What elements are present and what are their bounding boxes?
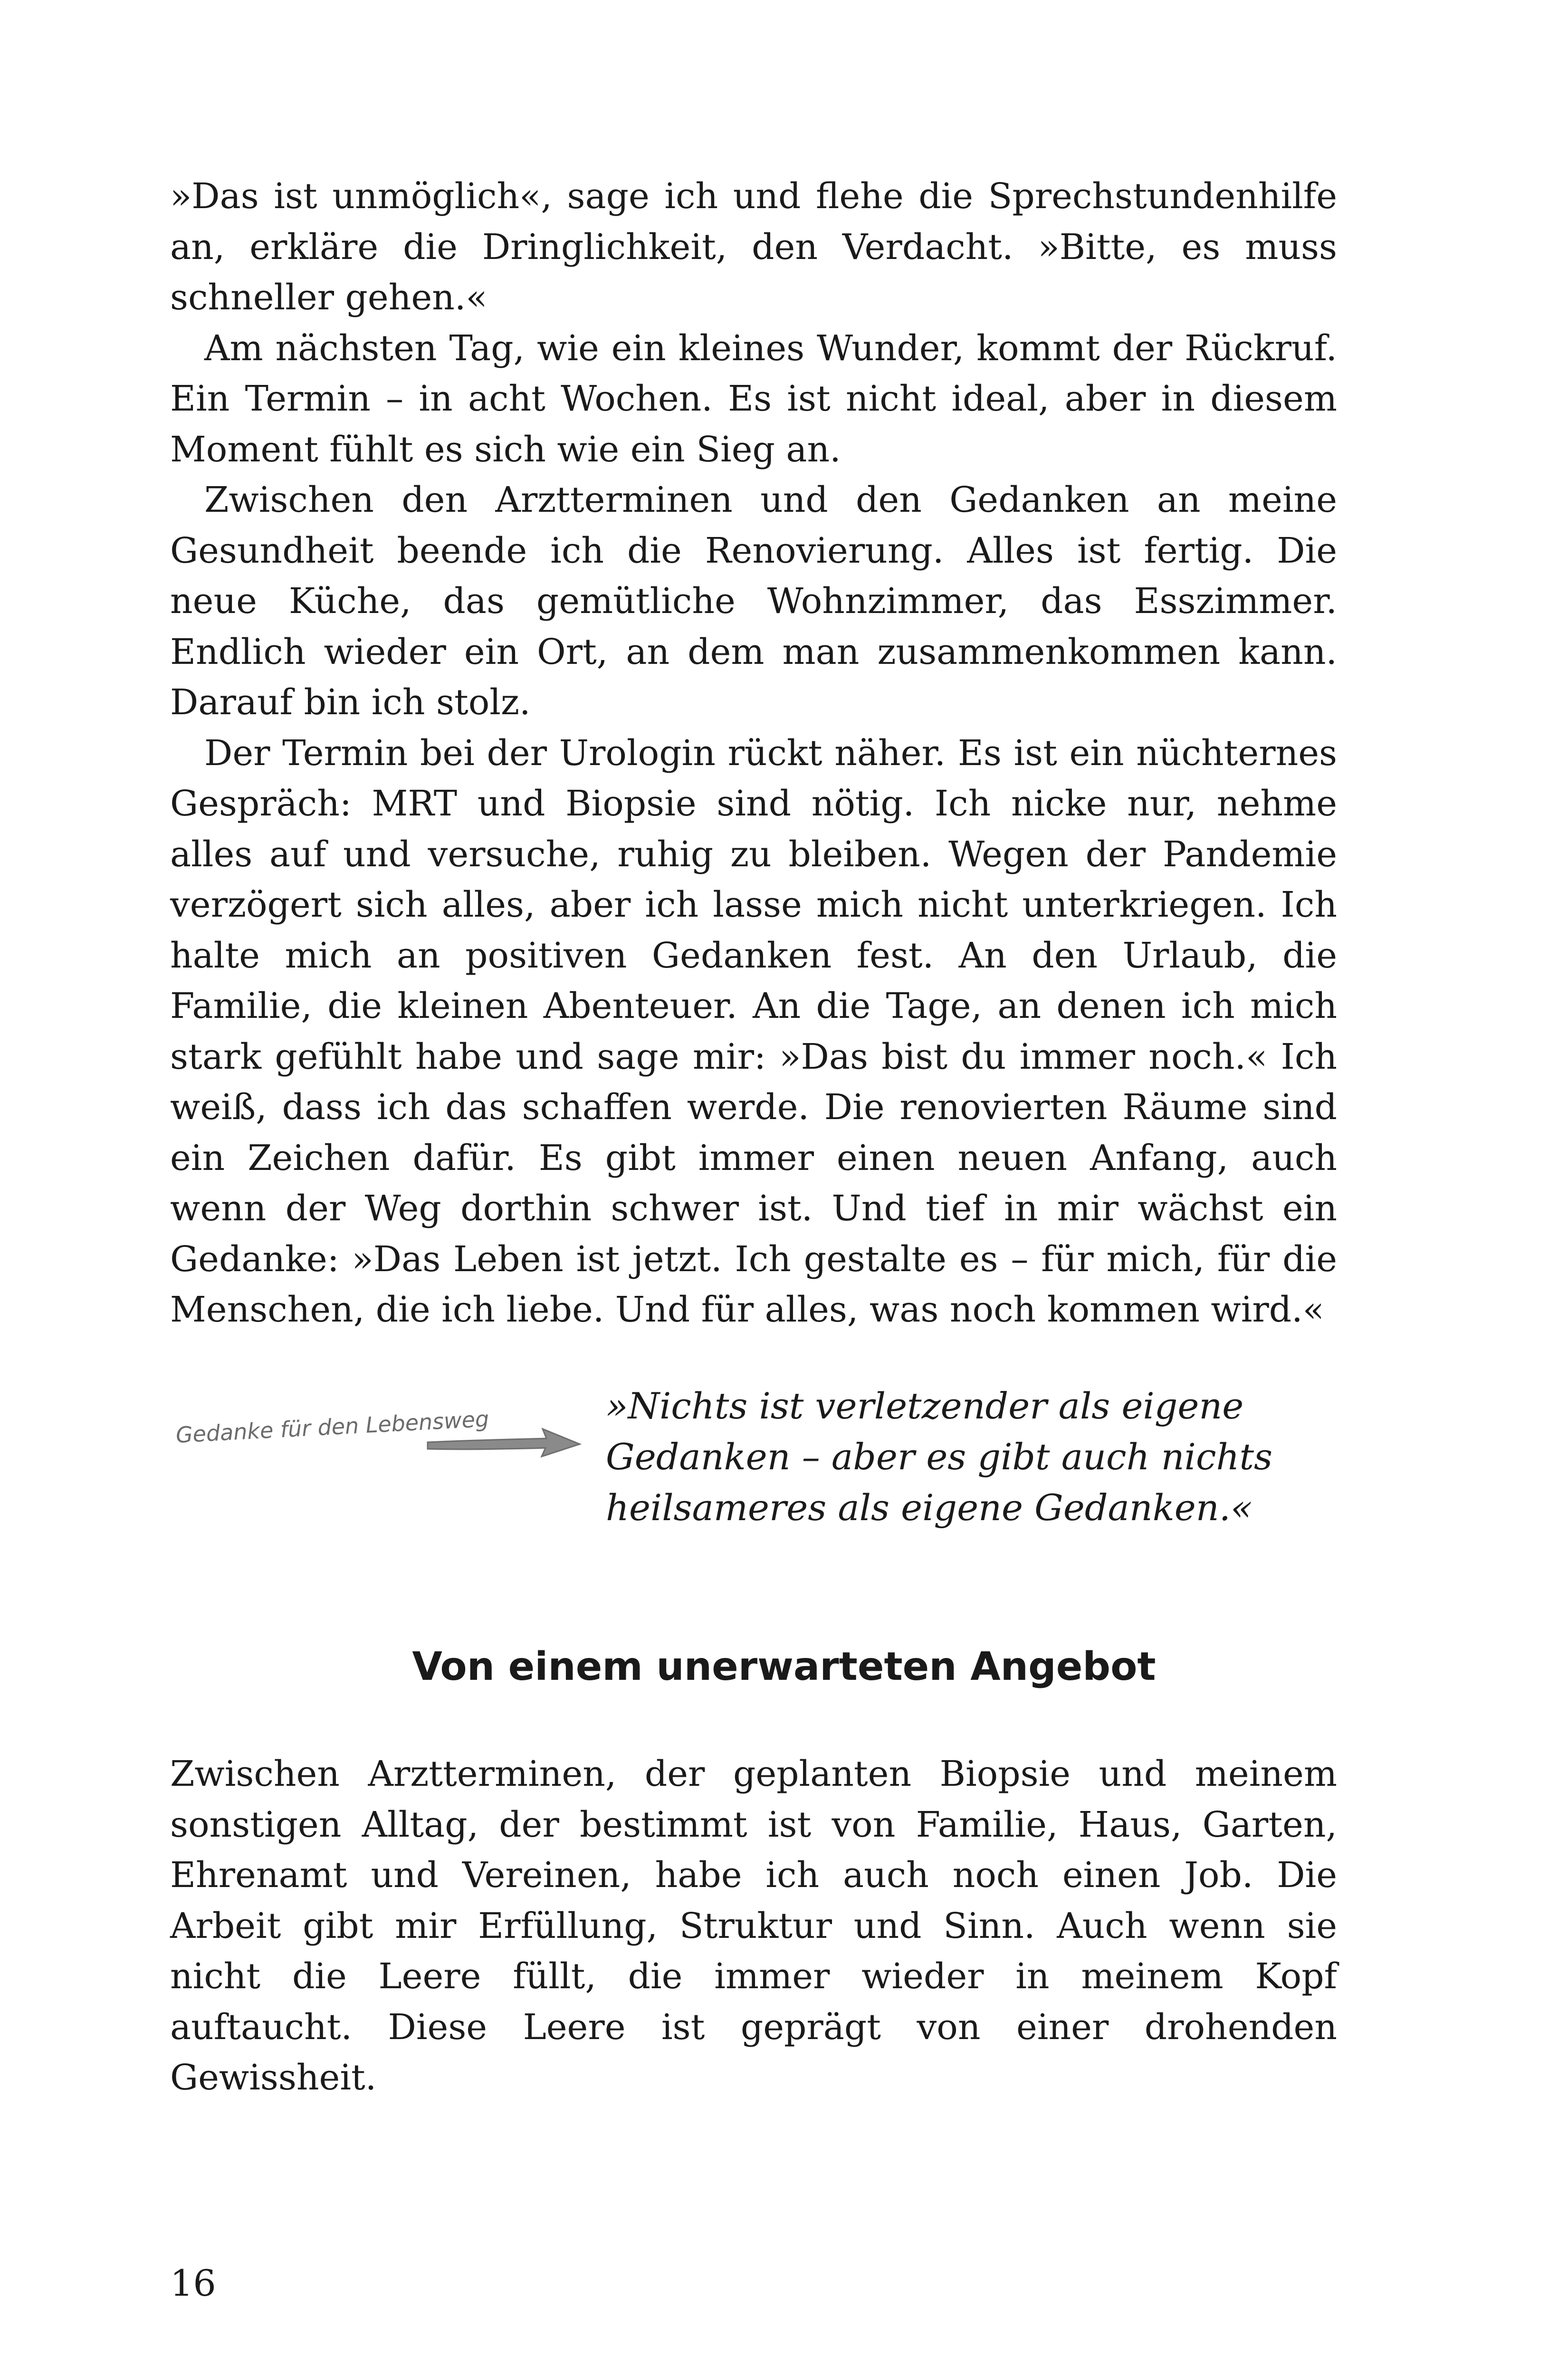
page-number: 16	[170, 2262, 216, 2304]
paragraph: Zwischen Arztterminen, der geplanten Biopsie und meinem sonstigen Alltag, der bestimmt ist von Familie, Haus, Garten, Ehrenamt und Vereinen, habe ich auch noch einen Job. Die Arbeit gibt mir Erfüllung, Struktur und Sinn. Auch wenn sie nicht die Leere füllt, die immer wieder in meinem Kopf auftaucht. Diese Leere ist geprägt von einer drohenden Gewissheit.	[170, 1753, 1337, 2098]
thought-quote: »Nichts ist verletzender als eigene Gedanken – aber es gibt auch nichts heilsameres als eigene Gedanken.«	[606, 1385, 1272, 1529]
body-text-intro	[170, 171, 1337, 1335]
thought-label: Gedanke für den Lebensweg	[175, 1406, 490, 1448]
body-text-section	[170, 1749, 1337, 2103]
paragraph: Zwischen den Arztterminen und den Gedanken an meine Gesundheit beende ich die Renovierung. Alles ist fertig. Die neue Küche, das gemütliche Wohnzimmer, das Esszimmer. Endlich wieder ein Ort, an dem man zusammenkommen kann. Darauf bin ich stolz.	[170, 479, 1337, 723]
paragraph: Am nächsten Tag, wie ein kleines Wunder, kommt der Rückruf. Ein Termin – in acht Wochen. Es ist nicht ideal, aber in diesem Moment fühlt es sich wie ein Sieg an.	[170, 327, 1337, 470]
section-heading: Von einem unerwarteten Angebot	[412, 1644, 1156, 1689]
paragraph: Der Termin bei der Urologin rückt näher. Es ist ein nüchternes Gespräch: MRT und Biopsie sind nötig. Ich nicke nur, nehme alles auf und versuche, ruhig zu bleiben. Wegen der Pandemie verzögert sich alles, aber ich lasse mich nicht unterkriegen. Ich halte mich an positiven Gedanken fest. An den Urlaub, die Familie, die kleinen Abenteuer. An die Tage, an denen ich mich stark gefühlt habe und sage mir: »Das bist du immer noch.« Ich weiß, dass ich das schaffen werde. Die renovierten Räume sind ein Zeichen dafür. Es gibt immer einen neuen Anfang, auch wenn der Weg dorthin schwer ist. Und tief in mir wächst ein Gedanke: »Das Leben ist jetzt. Ich gestalte es – für mich, für die Menschen, die ich liebe. Und für alles, was noch kommen wird.«	[170, 732, 1337, 1330]
paragraph: »Das ist unmöglich«, sage ich und flehe die Sprechstundenhilfe an, erkläre die Dringlichkeit, den Verdacht. »Bitte, es muss schneller gehen.«	[170, 176, 1337, 318]
thought-label-graphic	[176, 1404, 584, 1485]
arrow-right-icon	[423, 1413, 584, 1465]
